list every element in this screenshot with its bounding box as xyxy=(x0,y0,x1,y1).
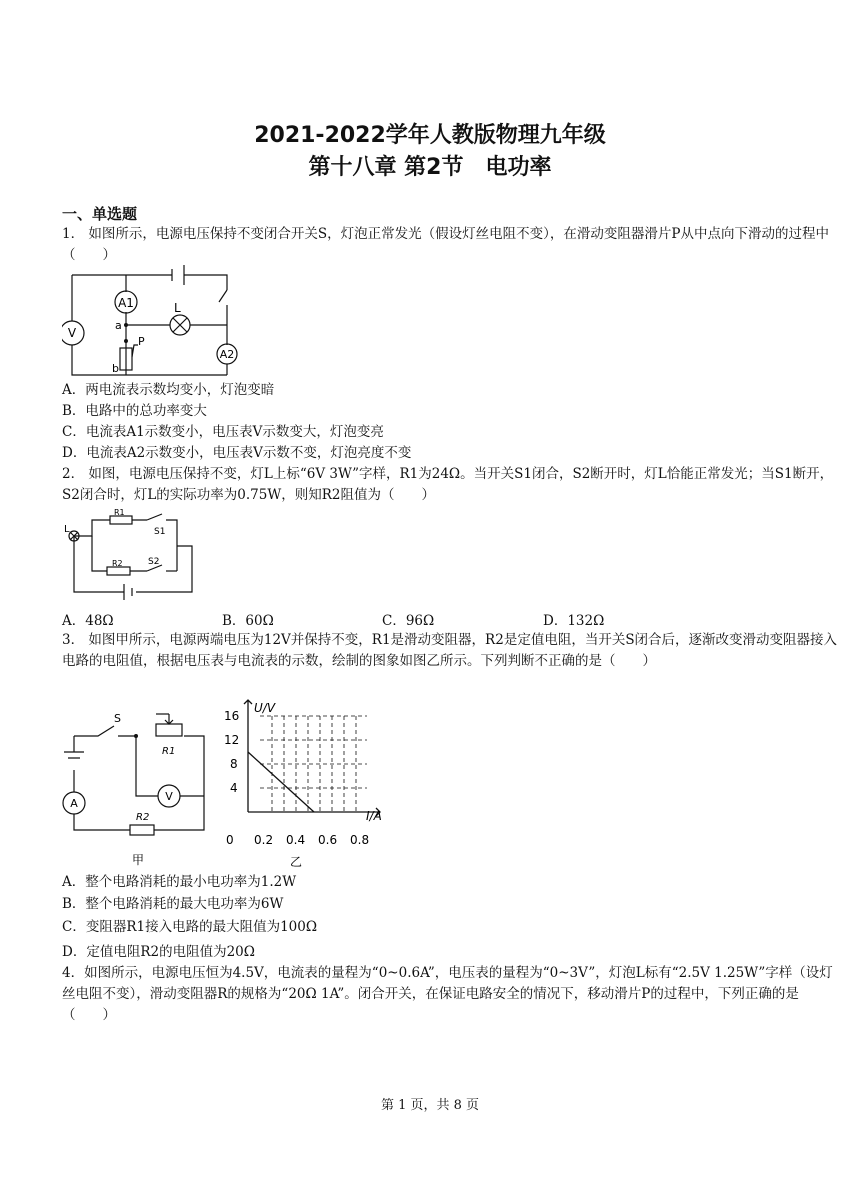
q2-r2-label: R2 xyxy=(112,559,123,568)
q3-graph-y-tick: 16 xyxy=(224,709,240,723)
q3-option-b: B．整个电路消耗的最大电功率为6W xyxy=(62,896,284,912)
q1-option-d: D．电流表A2示数变小，电压表V示数不变，灯泡亮度不变 xyxy=(62,445,412,461)
q3-graph-y-tick: 12 xyxy=(224,733,240,747)
q3-option-a: A．整个电路消耗的最小电功率为1.2W xyxy=(62,874,297,890)
q3-ammeter-label: A xyxy=(70,797,78,810)
q1-slider-p-label: P xyxy=(138,335,145,348)
q1-option-a: A．两电流表示数均变小，灯泡变暗 xyxy=(62,382,275,398)
q2-lamp-label: L xyxy=(64,524,70,535)
q2-option-b: B．60Ω xyxy=(222,613,274,629)
q1-circuit-figure xyxy=(62,265,242,377)
q1-stem: 1． 如图所示，电源电压保持不变闭合开关S，灯泡正常发光（假设灯丝电阻不变），在滑动变阻器滑片P从中点向下滑动的过程中（ ） xyxy=(62,226,829,263)
q2-r1-label: R1 xyxy=(114,508,125,517)
q2-stem: 2． 如图，电源电压保持不变，灯L上标“6V 3W”字样，R1为24Ω。当开关S1闭合，S2断开时，灯L恰能正常发光；当S1断开，S2闭合时，灯L的实际功率为0.75W，则知R2阻值为（ ） xyxy=(62,466,834,503)
q3-figure-jia-label: 甲 xyxy=(131,853,145,867)
q1-ammeter2-label: A2 xyxy=(219,348,235,361)
q3-graph-y-tick: 8 xyxy=(230,757,238,771)
q1-point-a-label: a xyxy=(115,319,122,332)
q2-option-a: A．48Ω xyxy=(62,613,114,629)
q1-option-c: C．电流表A1示数变小，电压表V示数变大，灯泡变亮 xyxy=(62,424,384,440)
q1-point-b-label: b xyxy=(112,362,119,375)
q1-voltmeter-label: V xyxy=(67,326,77,340)
q3-graph-y-tick: 4 xyxy=(230,781,238,795)
doc-title-line1: 2021-2022学年人教版物理九年级 xyxy=(254,123,606,148)
q2-circuit-figure xyxy=(62,506,202,602)
q3-graph-x-tick: 0.6 xyxy=(318,833,338,847)
q3-graph-figure xyxy=(212,696,382,872)
q3-graph-y-axis-label: U/V xyxy=(254,701,276,715)
q3-switch-label: S xyxy=(114,712,121,725)
q3-figure-yi-label: 乙 xyxy=(289,855,303,869)
q2-option-d: D．132Ω xyxy=(543,613,605,629)
q3-circuit-figure xyxy=(62,708,212,868)
page-footer: 第 1 页，共 8 页 xyxy=(380,1098,480,1113)
q3-graph-x-tick: 0.8 xyxy=(350,833,370,847)
q1-option-b: B．电路中的总功率变大 xyxy=(62,403,207,419)
section-heading: 一、单选题 xyxy=(62,205,138,223)
q2-s2-label: S2 xyxy=(148,557,160,567)
q3-r2-label: R2 xyxy=(136,812,150,823)
q3-graph-x-tick: 0.4 xyxy=(286,833,306,847)
q2-s1-label: S1 xyxy=(154,527,166,537)
q3-r1-label: R1 xyxy=(162,746,176,757)
q3-option-c: C．变阻器R1接入电路的最大阻值为100Ω xyxy=(62,919,318,935)
q2-option-c: C．96Ω xyxy=(382,613,435,629)
q3-graph-x-tick: 0 xyxy=(226,833,234,847)
q4-stem: 4．如图所示，电源电压恒为4.5V，电流表的量程为“0~0.6A”，电压表的量程为“0~3V”，灯泡L标有“2.5V 1.25W”字样（设灯丝电阻不变），滑动变阻器R的规格为“20Ω 1A”。闭合开关，在保证电路安全的情况下，移动滑片P的过程中，下列正确的是（ ） xyxy=(62,965,833,1023)
q1-lamp-label: L xyxy=(174,301,181,315)
q3-stem: 3． 如图甲所示，电源两端电压为12V并保持不变，R1是滑动变阻器，R2是定值电阻，当开关S闭合后，逐渐改变滑动变阻器接入电路的电阻值，根据电压表与电流表的示数，绘制的图象如图乙所示。下列判断不正确的是（ ） xyxy=(62,632,838,669)
q3-option-d: D．定值电阻R2的电阻值为20Ω xyxy=(62,944,255,960)
q3-graph-x-tick: 0.2 xyxy=(254,833,274,847)
q3-voltmeter-label: V xyxy=(165,790,173,803)
q3-graph-x-axis-label: I/A xyxy=(366,809,382,823)
doc-title-line2: 第十八章 第2节 电功率 xyxy=(308,155,552,180)
q1-ammeter1-label: A1 xyxy=(118,296,134,310)
